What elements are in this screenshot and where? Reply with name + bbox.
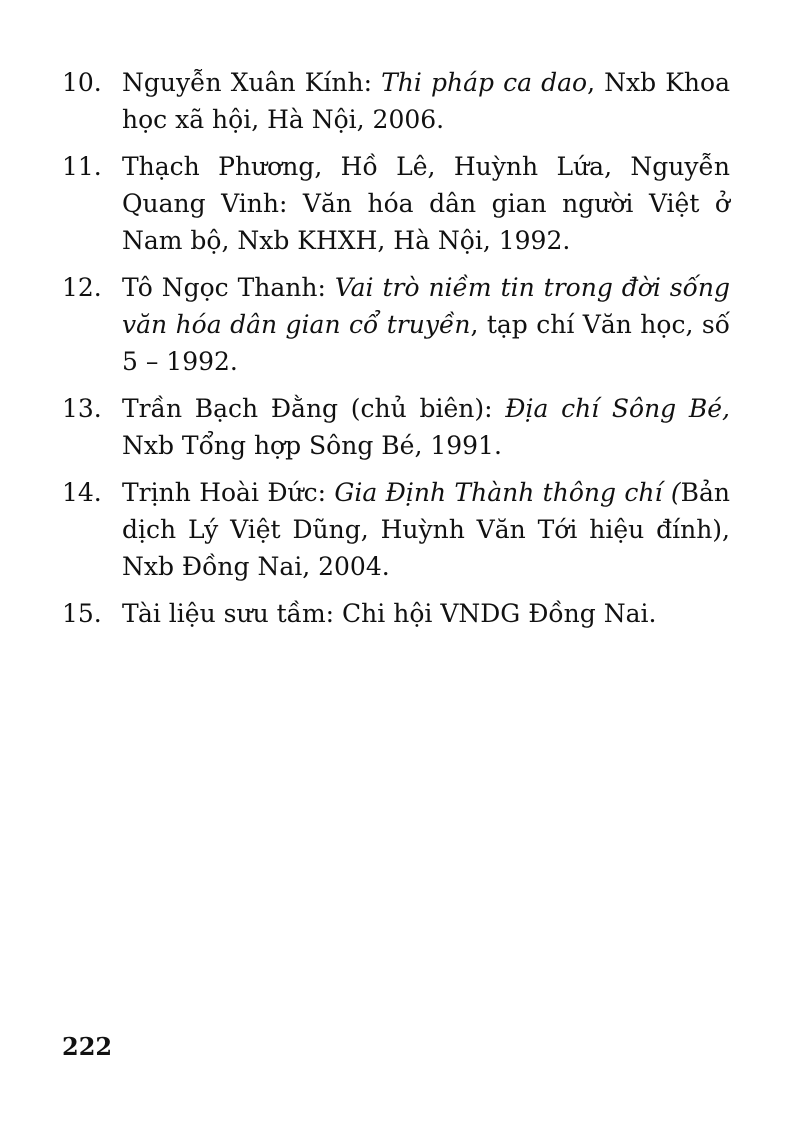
reference-number: 14. — [62, 478, 102, 507]
reference-publication: Bản dịch Lý Việt Dũng, Huỳnh Văn Tới hiệu đính), Nxb Đồng Nai, 2004. — [122, 478, 730, 581]
reference-publication: , tạp chí Văn học, số 5 – 1992. — [122, 310, 730, 376]
reference-item — [62, 64, 730, 138]
reference-number: 13. — [62, 394, 102, 423]
reference-publication: Văn hóa dân gian người Việt ở Nam bộ, Nxb KHXH, Hà Nội, 1992. — [122, 189, 730, 255]
page-number: 222 — [62, 1032, 113, 1061]
reference-author: Nguyễn Xuân Kính: — [122, 68, 382, 97]
reference-item — [62, 595, 730, 632]
reference-author: Tô Ngọc Thanh: — [122, 273, 335, 302]
reference-title: Thi pháp ca dao — [381, 68, 588, 97]
reference-item — [62, 390, 730, 464]
reference-number: 15. — [62, 599, 102, 628]
reference-publication: , Nxb Khoa học xã hội, Hà Nội, 2006. — [122, 68, 730, 134]
reference-number: 10. — [62, 68, 102, 97]
reference-author: Trịnh Hoài Đức: — [122, 478, 335, 507]
reference-author: Tài liệu sưu tầm: Chi hội VNDG Đồng Nai. — [122, 599, 657, 628]
reference-title: Vai trò niềm tin trong đời sống văn hóa dân gian cổ truyền — [122, 273, 730, 339]
reference-number: 11. — [62, 152, 102, 181]
reference-number: 12. — [62, 273, 102, 302]
reference-author: Thạch Phương, Hồ Lê, Huỳnh Lứa, Nguyễn Quang Vinh: — [122, 152, 730, 218]
reference-item — [62, 269, 730, 380]
reference-list — [62, 64, 730, 642]
reference-title: Địa chí Sông Bé, — [505, 394, 731, 423]
reference-item — [62, 474, 730, 585]
reference-author: Trần Bạch Đằng (chủ biên): — [122, 394, 506, 423]
reference-publication: Nxb Tổng hợp Sông Bé, 1991. — [122, 431, 502, 460]
reference-item — [62, 148, 730, 259]
reference-title: Gia Định Thành thông chí ( — [334, 478, 681, 507]
